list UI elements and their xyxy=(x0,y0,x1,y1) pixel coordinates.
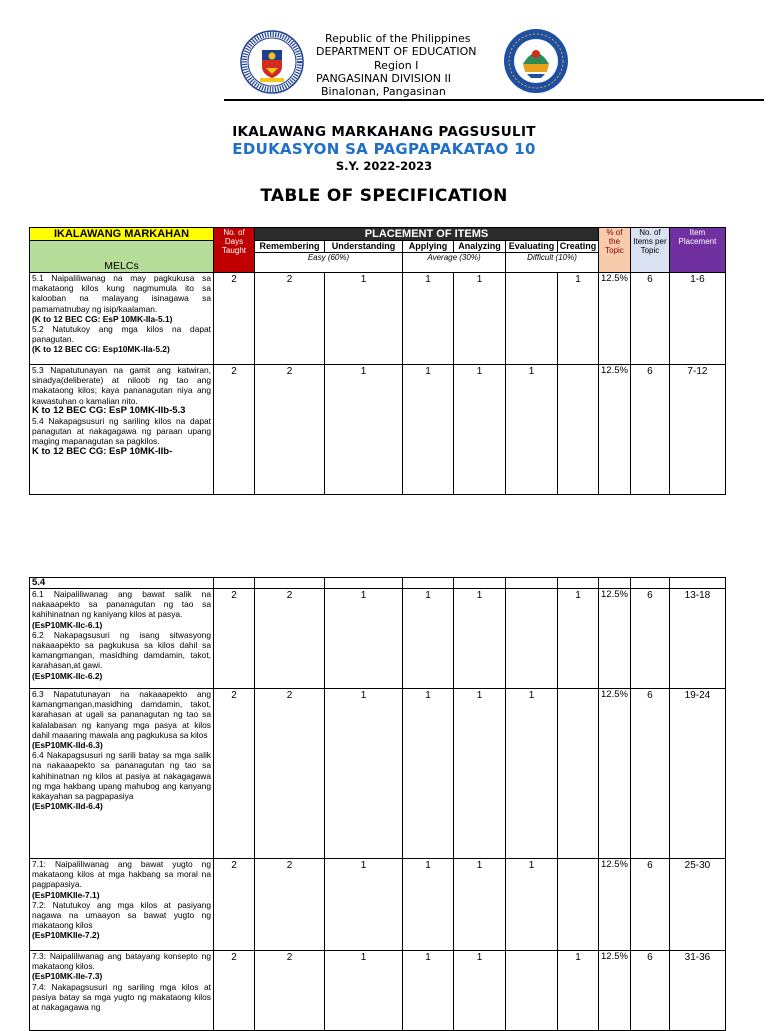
remembering-cell: 2 xyxy=(255,273,325,365)
applying-cell: 1 xyxy=(403,589,454,689)
table-row xyxy=(30,951,726,1031)
melc-code: K to 12 BEC CG: EsP 10MK-IIb- xyxy=(32,445,173,457)
level-creating: Creating xyxy=(558,241,599,253)
melc-text: 6.4 Nakapagsusuri ng sarili batay sa mga salik na nakaaapekto sa pananagutan ng tao sa kahihinatnan ng kilos at pasiya at nakagagawa ng mga hakbang upang mahubog ang kanyang kakayahan sa pagpapasiya xyxy=(32,750,211,802)
understanding-cell: 1 xyxy=(325,589,403,689)
evaluating-cell: 1 xyxy=(506,689,558,859)
easy-label: Easy (60%) xyxy=(255,253,403,273)
division-line: PANGASINAN DIVISION II xyxy=(316,71,452,85)
table-row xyxy=(30,589,726,689)
days-taught-cell: 2 xyxy=(214,365,255,495)
table-row xyxy=(30,273,726,365)
creating-cell: 1 xyxy=(558,589,599,689)
item-placement-cell: 31-36 xyxy=(669,951,725,1031)
item-placement-cell: 1-6 xyxy=(669,273,725,365)
items-cell: 6 xyxy=(630,951,669,1031)
department-line: DEPARTMENT OF EDUCATION xyxy=(316,45,477,59)
applying-cell: 1 xyxy=(403,689,454,859)
melc-code: (EsP10MKIIe-7.1) xyxy=(32,889,100,900)
analyzing-cell: 1 xyxy=(454,859,506,951)
melc-text: 5.4 Nakapagsusuri ng sariling kilos na dapat panagutan at nakagagawa ng paraan upang maging mapanagutan sa pagkilos. xyxy=(32,416,211,447)
level-understanding: Understanding xyxy=(325,241,403,253)
specification-table-continued xyxy=(29,577,726,1031)
melc-cell xyxy=(30,589,214,689)
melc-cell xyxy=(30,365,214,495)
remembering-cell: 2 xyxy=(255,951,325,1031)
melc-text: 7.1: Naipaliliwanag ang bawat yugto ng makataong kilos at mga hakbang sa moral na pagpapasiya. xyxy=(32,859,211,890)
evaluating-cell xyxy=(506,951,558,1031)
percent-cell: 12.5% xyxy=(599,273,631,365)
remembering-cell: 2 xyxy=(255,689,325,859)
days-taught-cell: 2 xyxy=(214,859,255,951)
melc-text: 5.3 Napatutunayan na gamit ang katwiran, sinadya(deliberate) at niloob ng tao ang makataong kilos; kaya pananagutan niya ang kawastuhan o kamalian nito. xyxy=(32,365,211,406)
days-taught-cell: 2 xyxy=(214,273,255,365)
evaluating-cell xyxy=(506,589,558,689)
days-taught-cell: 2 xyxy=(214,689,255,859)
evaluating-cell: 1 xyxy=(506,859,558,951)
items-per-topic-header: No. of Items per Topic xyxy=(630,228,669,273)
melc-code: (EsP10MK-IId-6.3) xyxy=(32,740,103,751)
percent-cell: 12.5% xyxy=(599,365,631,495)
applying-cell: 1 xyxy=(403,273,454,365)
percent-cell: 12.5% xyxy=(599,589,631,689)
creating-cell xyxy=(558,689,599,859)
header-divider xyxy=(224,99,764,101)
melc-text: 7.4: Nakapagsusuri ng sariling mga kilos at pasiya batay sa mga yugto ng makataong kilos at nakagagawa ng xyxy=(32,981,211,1013)
understanding-cell: 1 xyxy=(325,859,403,951)
pangasinan-division-seal-icon xyxy=(503,28,569,94)
table-row xyxy=(30,689,726,859)
level-evaluating: Evaluating xyxy=(506,241,558,253)
melc-text: 6.2 Nakapagsusuri ng isang sitwasyong nakaaapekto sa pagkukusa sa kilos dahil sa kamangmangan, masidhing damdamin, takot, karahasan,at gawi. xyxy=(32,629,211,671)
melcs-header: MELCs xyxy=(30,241,214,273)
item-placement-cell: 13-18 xyxy=(669,589,725,689)
item-placement-cell: 25-30 xyxy=(669,859,725,951)
melc-text: 6.3 Napatutunayan na nakaaapekto ang kamangmangan,masidhing damdamin, takot, karahasan at ugali sa pananagutan ng tao sa kalalabasan ng kanyang mga pasya at kilos dahil maaaring mawala ang pagkukusa sa kilos xyxy=(32,689,211,740)
percent-cell: 12.5% xyxy=(599,951,631,1031)
creating-cell xyxy=(558,365,599,495)
applying-cell: 1 xyxy=(403,951,454,1031)
evaluating-cell xyxy=(506,273,558,365)
deped-seal-icon xyxy=(240,30,304,94)
analyzing-cell: 1 xyxy=(454,589,506,689)
days-taught-header: No. of Days Taught xyxy=(214,228,255,273)
melc-text: 5.2 Natutukoy ang mga kilos na dapat panagutan. xyxy=(32,324,211,345)
analyzing-cell: 1 xyxy=(454,951,506,1031)
understanding-cell: 1 xyxy=(325,689,403,859)
understanding-cell: 1 xyxy=(325,951,403,1031)
region-line: Region I xyxy=(374,58,419,72)
melc-text: 5.1 Naipaliliwanag na may pagkukusa sa makataong kilos kung nagmumula ito sa kalooban na malayang isinagawa sa pamamatnubay ng isip/kaalaman. xyxy=(32,273,211,314)
melc-code: K to 12 BEC CG: EsP 10MK-IIb-5.3 xyxy=(32,404,186,416)
subject-title: EDUKASYON SA PAGPAPAKATAO 10 xyxy=(232,140,536,158)
item-placement-header: Item Placement xyxy=(669,228,725,273)
melc-code: (EsP10MK-IIc-6.2) xyxy=(32,670,103,681)
quarter-header: IKALAWANG MARKAHAN xyxy=(30,228,214,241)
analyzing-cell: 1 xyxy=(454,689,506,859)
analyzing-cell: 1 xyxy=(454,365,506,495)
level-applying: Applying xyxy=(403,241,454,253)
items-cell: 6 xyxy=(630,689,669,859)
items-cell: 6 xyxy=(630,589,669,689)
creating-cell: 1 xyxy=(558,951,599,1031)
difficult-label: Difficult (10%) xyxy=(506,253,599,273)
applying-cell: 1 xyxy=(403,365,454,495)
remembering-cell: 2 xyxy=(255,859,325,951)
melc-cell xyxy=(30,951,214,1031)
level-analyzing: Analyzing xyxy=(454,241,506,253)
item-placement-cell: 19-24 xyxy=(669,689,725,859)
creating-cell: 1 xyxy=(558,273,599,365)
specification-table xyxy=(29,227,726,495)
days-taught-cell: 2 xyxy=(214,589,255,689)
melc-code: (EsP10MK-IIe-7.3) xyxy=(32,971,103,982)
republic-line: Republic of the Philippines xyxy=(325,32,471,45)
analyzing-cell: 1 xyxy=(454,273,506,365)
melc-code: (K to 12 BEC CG: Esp10MK-IIa-5.2) xyxy=(32,344,170,355)
understanding-cell: 1 xyxy=(325,365,403,495)
continued-code: 5.4 xyxy=(30,578,214,589)
melc-cell xyxy=(30,859,214,951)
items-cell: 6 xyxy=(630,273,669,365)
placement-header: PLACEMENT OF ITEMS xyxy=(255,228,599,241)
location-line: Binalonan, Pangasinan xyxy=(321,85,446,99)
melc-code: (EsP10MKIIe-7.2) xyxy=(32,930,100,941)
creating-cell xyxy=(558,859,599,951)
level-remembering: Remembering xyxy=(255,241,325,253)
percent-topic-header: % of the Topic xyxy=(599,228,631,273)
items-cell: 6 xyxy=(630,859,669,951)
document-title: TABLE OF SPECIFICATION xyxy=(260,186,508,206)
remembering-cell: 2 xyxy=(255,365,325,495)
understanding-cell: 1 xyxy=(325,273,403,365)
days-taught-cell: 2 xyxy=(214,951,255,1031)
table-row xyxy=(30,859,726,951)
melc-code: (EsP10MK-IIc-6.1) xyxy=(32,619,103,630)
melc-cell xyxy=(30,689,214,859)
melc-code: (K to 12 BEC CG: EsP 10MK-IIa-5.1) xyxy=(32,313,173,324)
melc-text: 7.2: Natutukoy ang mga kilos at pasiyang nagawa na umaayon sa bawat yugto ng makataong kilos xyxy=(32,899,211,931)
melc-cell xyxy=(30,273,214,365)
item-placement-cell: 7-12 xyxy=(669,365,725,495)
melc-code: (EsP10MK-IId-6.4) xyxy=(32,801,103,812)
melc-text: 7.3: Naipaliliwanag ang batayang konsepto ng makataong kilos. xyxy=(32,951,211,972)
average-label: Average (30%) xyxy=(403,253,506,273)
school-year: S.Y. 2022-2023 xyxy=(335,159,433,173)
applying-cell: 1 xyxy=(403,859,454,951)
letterhead xyxy=(0,0,768,104)
table-row xyxy=(30,365,726,495)
agency-header xyxy=(316,32,476,98)
remembering-cell: 2 xyxy=(255,589,325,689)
melc-text: 6.1 Naipaliliwanag ang bawat salik na nakaaapekto sa pananagutan ng tao sa kahihinatnan ng kaniyang kilos at pasya. xyxy=(32,589,211,620)
percent-cell: 12.5% xyxy=(599,859,631,951)
exam-title: IKALAWANG MARKAHANG PAGSUSULIT xyxy=(232,124,536,140)
items-cell: 6 xyxy=(630,365,669,495)
evaluating-cell: 1 xyxy=(506,365,558,495)
percent-cell: 12.5% xyxy=(599,689,631,859)
